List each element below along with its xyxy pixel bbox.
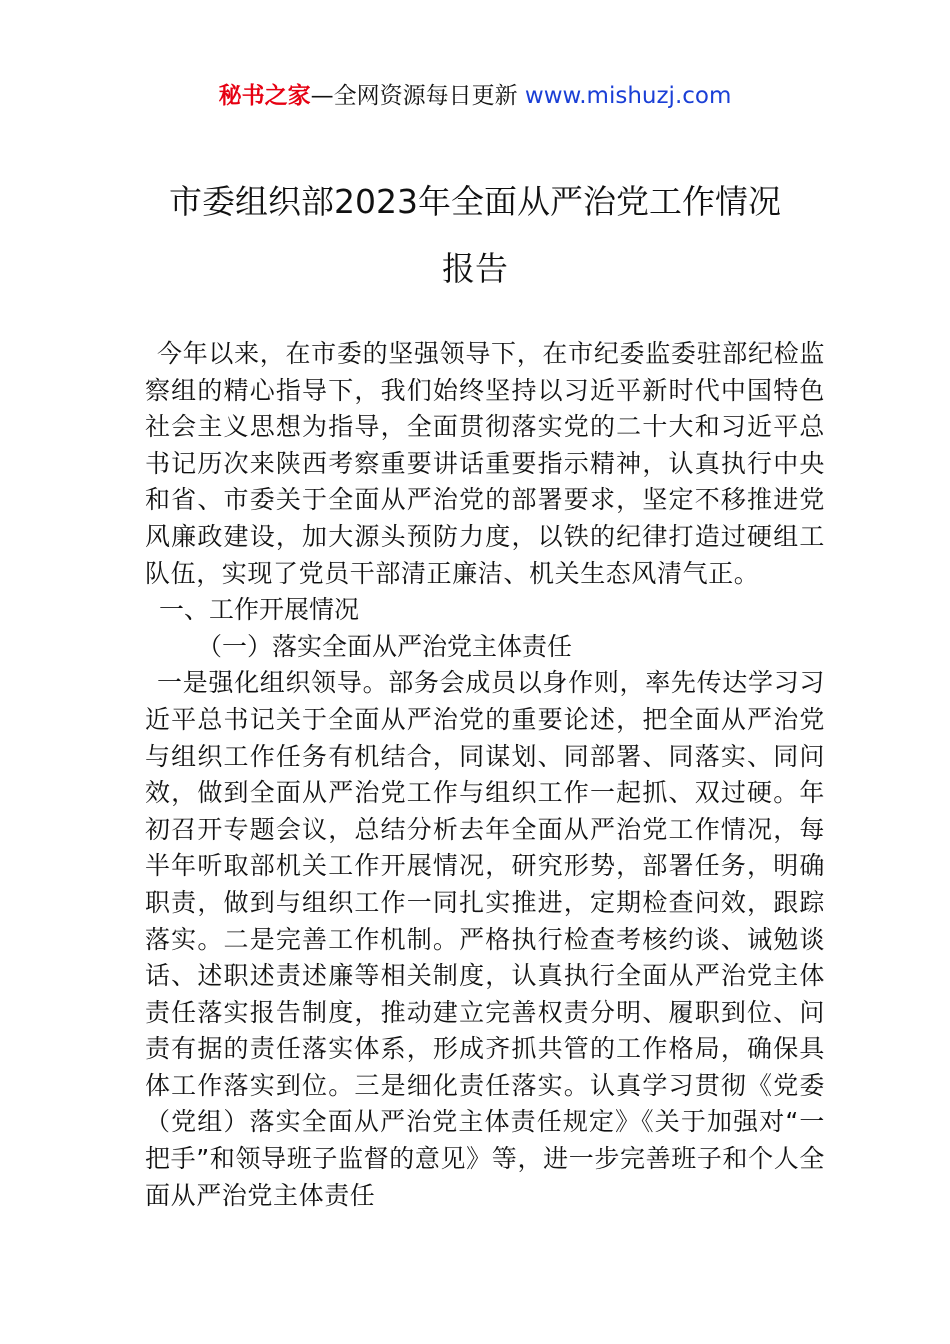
body-paragraph-2: 一是强化组织领导。部务会成员以身作则，率先传达学习习近平总书记关于全面从严治党的重要论述，把全面从严治党与组织工作任务有机结合，同谋划、同部署、同落实、同问效，做到全面从严治党工作与组织工作一起抓、双过硬。年初召开专题会议，总结分析去年全面从严治党工作情况，每半年听取部机关工作开展情况，研究形势，部署任务，明确职责，做到与组织工作一同扎实推进，定期检查问效，跟踪落实。二是完善工作机制。严格执行检查考核约谈、诫勉谈话、述职述责述廉等相关制度，认真执行全面从严治党主体责任落实报告制度，推动建立完善权责分明、履职到位、问责有据的责任落实体系，形成齐抓共管的工作格局，确保具体工作落实到位。三是细化责任落实。认真学习贯彻《党委（党组）落实全面从严治党主体责任规定》《关于加强对“一把手”和领导班子监督的意见》等，进一步完善班子和个人全面从严治党主体责任 — [145, 668, 825, 1210]
banner-slogan: —全网资源每日更新 — [310, 83, 518, 109]
document-body — [145, 336, 825, 1214]
section-heading-1: 一、工作开展情况 — [159, 595, 360, 625]
document-title-line-2: 报告 — [442, 249, 508, 288]
banner-brand: 秘书之家 — [218, 83, 311, 109]
site-banner — [0, 80, 950, 112]
banner-url-link[interactable]: www.mishuzj.com — [524, 83, 732, 109]
subsection-heading-1: （一）落实全面从严治党主体责任 — [197, 631, 573, 661]
document-title-line-1: 市委组织部2023年全面从严治党工作情况 — [169, 182, 781, 221]
intro-paragraph: 今年以来，在市委的坚强领导下，在市纪委监委驻部纪检监察组的精心指导下，我们始终坚持以习近平新时代中国特色社会主义思想为指导，全面贯彻落实党的二十大和习近平总书记历次来陕西考察重要讲话重要指示精神，认真执行中央和省、市委关于全面从严治党的部署要求，坚定不移推进党风廉政建设，加大源头预防力度，以铁的纪律打造过硬组工队伍，实现了党员干部清正廉洁、机关生态风清气正。 — [145, 339, 825, 588]
